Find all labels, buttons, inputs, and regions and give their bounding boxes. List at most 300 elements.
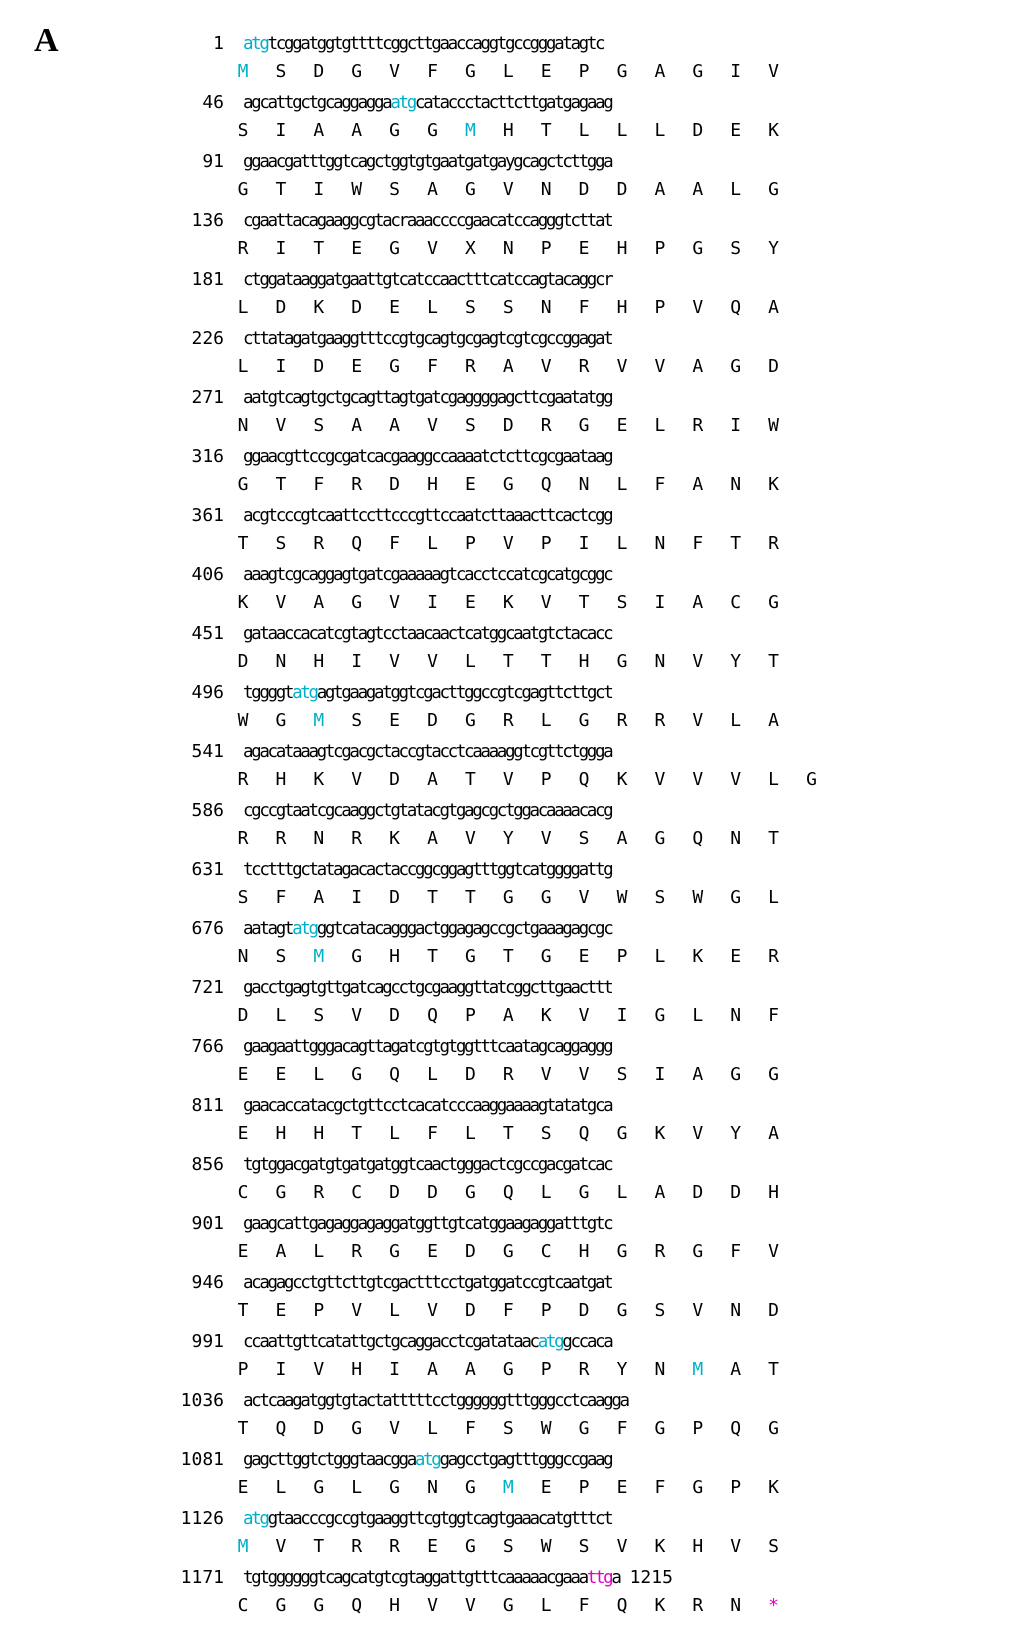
amino-acid: S	[313, 1005, 325, 1026]
amino-acid: P	[578, 1477, 590, 1498]
amino-acid: D	[502, 415, 514, 436]
amino-acid: G	[730, 887, 742, 908]
stop-codon: ttg	[586, 1568, 612, 1588]
amino-acid: E	[237, 1064, 249, 1085]
amino-acid: N	[730, 474, 742, 495]
amino-acid: D	[237, 1005, 249, 1026]
dna-sequence: actcaagatggtgtactatttttcctggggggtttgggcctcaagga	[243, 1391, 628, 1411]
sequence-row	[0, 1151, 1033, 1210]
position-number: 136	[191, 210, 224, 231]
amino-acid: E	[730, 946, 742, 967]
amino-acid: V	[502, 179, 514, 200]
position-number: 406	[191, 564, 224, 585]
amino-acid: F	[768, 1005, 780, 1026]
amino-acid: G	[313, 1477, 325, 1498]
amino-acid: N	[730, 828, 742, 849]
amino-acid: L	[768, 769, 780, 790]
amino-acid: P	[654, 238, 666, 259]
start-residue: M	[313, 710, 325, 731]
sequence-row	[0, 1092, 1033, 1151]
amino-acid: L	[616, 1182, 628, 1203]
amino-acid: L	[427, 297, 438, 318]
amino-acid: T	[730, 533, 742, 554]
amino-acid: V	[502, 769, 514, 790]
amino-acid: N	[237, 946, 249, 967]
start-residue: M	[237, 1536, 249, 1557]
amino-acid: E	[237, 1477, 249, 1498]
dna-sequence: gaagcattgagaggagaggatggttgtcatggaagaggatttgtc	[243, 1214, 612, 1234]
amino-acid: F	[502, 1300, 514, 1321]
end-position-number: 1215	[629, 1567, 673, 1588]
amino-acid: G	[275, 710, 287, 731]
amino-acid: A	[502, 1005, 514, 1026]
amino-acid: L	[464, 1123, 476, 1144]
amino-acid: D	[313, 61, 325, 82]
dna-sequence: cgccgtaatcgcaaggctgtatacgtgagcgctggacaaaacacg	[243, 801, 612, 821]
sequence-row	[0, 1210, 1033, 1269]
amino-acid: E	[616, 415, 628, 436]
amino-acid: L	[313, 1064, 325, 1085]
amino-acid: F	[427, 1123, 438, 1144]
amino-acid: F	[427, 356, 438, 377]
dna-sequence: tggggtatgagtgaagatggtcgacttggccgtcgagttcttgct	[243, 683, 612, 703]
amino-acid: H	[313, 1123, 325, 1144]
position-number: 271	[191, 387, 224, 408]
amino-acid: T	[768, 828, 780, 849]
amino-acid: L	[275, 1477, 287, 1498]
dna-sequence: gagcttggtctgggtaacggaatggagcctgagtttgggccgaag	[243, 1450, 612, 1470]
amino-acid: W	[616, 887, 628, 908]
amino-acid: V	[540, 828, 552, 849]
amino-acid: G	[730, 1064, 742, 1085]
amino-acid: G	[351, 946, 363, 967]
dna-sequence: tgtggggggtcagcatgtcgtaggattgtttcaaaaacgaaattga	[243, 1568, 620, 1588]
position-number: 1126	[180, 1508, 224, 1529]
amino-acid: G	[616, 651, 628, 672]
amino-acid: V	[616, 1536, 628, 1557]
amino-acid: G	[351, 1064, 363, 1085]
position-number: 991	[191, 1331, 224, 1352]
amino-acid: E	[237, 1123, 249, 1144]
amino-acid: A	[654, 61, 666, 82]
sequence-row	[0, 1446, 1033, 1505]
amino-acid: G	[237, 474, 249, 495]
amino-acid: T	[540, 120, 552, 141]
amino-acid: S	[351, 710, 363, 731]
amino-acid: V	[464, 1595, 476, 1616]
start-codon: atg	[292, 919, 317, 939]
amino-acid: P	[540, 1359, 552, 1380]
amino-acid: S	[768, 1536, 780, 1557]
amino-acid: E	[464, 474, 476, 495]
amino-acid: V	[389, 592, 401, 613]
amino-acid: V	[351, 1005, 363, 1026]
amino-acid: V	[692, 297, 704, 318]
dna-sequence: acgtcccgtcaattccttcccgttccaatcttaaacttcactcgg	[243, 506, 612, 526]
amino-acid: D	[389, 474, 401, 495]
amino-acid: V	[578, 887, 590, 908]
amino-acid: A	[654, 179, 666, 200]
amino-acid: G	[464, 179, 476, 200]
sequence-row	[0, 620, 1033, 679]
amino-acid: G	[389, 1241, 401, 1262]
amino-acid: R	[540, 415, 552, 436]
amino-acid: R	[502, 1064, 514, 1085]
amino-acid: A	[692, 592, 704, 613]
amino-acid: T	[464, 769, 476, 790]
amino-acid: A	[692, 356, 704, 377]
amino-acid: E	[730, 120, 742, 141]
amino-acid: Q	[692, 828, 704, 849]
amino-acid: V	[275, 415, 287, 436]
amino-acid: V	[578, 1005, 590, 1026]
amino-acid: A	[730, 1359, 742, 1380]
amino-acid: I	[730, 415, 742, 436]
dna-sequence: aatagtatgggtcatacagggactggagagccgctgaaagagcgc	[243, 919, 612, 939]
amino-acid: A	[389, 415, 401, 436]
position-number: 46	[202, 92, 224, 113]
amino-acid: V	[730, 769, 742, 790]
position-number: 856	[191, 1154, 224, 1175]
amino-acid: A	[351, 415, 363, 436]
dna-sequence: aatgtcagtgctgcagttagtgatcgaggggagcttcgaatatgg	[243, 388, 612, 408]
amino-acid: S	[578, 1536, 590, 1557]
position-number: 1081	[180, 1449, 224, 1470]
amino-acid: N	[502, 238, 514, 259]
amino-acid: R	[389, 1536, 401, 1557]
amino-acid: L	[654, 946, 666, 967]
amino-acid: N	[730, 1005, 742, 1026]
amino-acid: V	[351, 769, 363, 790]
amino-acid: R	[768, 946, 780, 967]
amino-acid: F	[654, 1477, 666, 1498]
amino-acid: V	[654, 356, 666, 377]
position-number: 361	[191, 505, 224, 526]
amino-acid: R	[351, 1536, 363, 1557]
amino-acid: Q	[427, 1005, 438, 1026]
position-number: 901	[191, 1213, 224, 1234]
amino-acid: L	[768, 887, 780, 908]
amino-acid: V	[768, 1241, 780, 1262]
amino-acid: C	[730, 592, 742, 613]
amino-acid: I	[275, 238, 287, 259]
dna-sequence: cgaattacagaaggcgtacraaaccccgaacatccagggtcttat	[243, 211, 612, 231]
amino-acid: D	[768, 1300, 780, 1321]
amino-acid: T	[427, 887, 438, 908]
amino-acid: T	[275, 179, 287, 200]
amino-acid: V	[502, 533, 514, 554]
amino-acid: G	[692, 1477, 704, 1498]
amino-acid: E	[351, 238, 363, 259]
sequence-row	[0, 89, 1033, 148]
amino-acid: V	[578, 1064, 590, 1085]
amino-acid: D	[389, 1182, 401, 1203]
amino-acid: E	[427, 1241, 438, 1262]
amino-acid: K	[768, 1477, 780, 1498]
start-residue: M	[237, 61, 249, 82]
amino-acid: R	[351, 828, 363, 849]
amino-acid: Y	[730, 651, 742, 672]
amino-acid: R	[237, 238, 249, 259]
amino-acid: G	[768, 592, 780, 613]
amino-acid: K	[313, 297, 325, 318]
amino-acid: W	[768, 415, 780, 436]
amino-acid: T	[578, 592, 590, 613]
amino-acid: Y	[502, 828, 514, 849]
position-number: 226	[191, 328, 224, 349]
amino-acid: N	[654, 533, 666, 554]
amino-acid: H	[768, 1182, 780, 1203]
amino-acid: R	[313, 1182, 325, 1203]
start-residue: M	[313, 946, 325, 967]
amino-acid: G	[692, 61, 704, 82]
amino-acid: A	[768, 710, 780, 731]
amino-acid: L	[540, 710, 552, 731]
start-codon: atg	[414, 1450, 440, 1470]
amino-acid: P	[313, 1300, 325, 1321]
sequence-alignment	[0, 30, 1033, 1623]
amino-acid: G	[351, 592, 363, 613]
amino-acid: H	[502, 120, 514, 141]
amino-acid: T	[237, 533, 249, 554]
amino-acid: G	[540, 887, 552, 908]
amino-acid: A	[351, 120, 363, 141]
amino-acid: L	[313, 1241, 325, 1262]
amino-acid: V	[692, 1300, 704, 1321]
amino-acid: G	[427, 120, 438, 141]
dna-sequence: aaagtcgcaggagtgatcgaaaaagtcacctccatcgcatgcggc	[243, 565, 612, 585]
amino-acid: I	[389, 1359, 401, 1380]
position-number: 1	[213, 33, 224, 54]
amino-acid: G	[654, 828, 666, 849]
amino-acid: Q	[730, 297, 742, 318]
amino-acid: F	[616, 1418, 628, 1439]
amino-acid: L	[237, 297, 249, 318]
amino-acid: G	[502, 887, 514, 908]
amino-acid: V	[275, 1536, 287, 1557]
start-residue: M	[464, 120, 476, 141]
amino-acid: R	[616, 710, 628, 731]
amino-acid: F	[578, 1595, 590, 1616]
amino-acid: G	[730, 356, 742, 377]
amino-acid: Q	[578, 769, 590, 790]
amino-acid: W	[351, 179, 363, 200]
amino-acid: P	[654, 297, 666, 318]
amino-acid: A	[313, 120, 325, 141]
amino-acid: S	[502, 1418, 514, 1439]
amino-acid: K	[654, 1595, 666, 1616]
amino-acid: P	[616, 946, 628, 967]
amino-acid: E	[389, 710, 401, 731]
amino-acid: E	[427, 1536, 438, 1557]
amino-acid: A	[313, 887, 325, 908]
dna-sequence: gaagaattgggacagttagatcgtgtggtttcaatagcaggaggg	[243, 1037, 612, 1057]
amino-acid: A	[654, 1182, 666, 1203]
amino-acid: W	[540, 1418, 552, 1439]
position-number: 811	[191, 1095, 224, 1116]
amino-acid: G	[502, 1241, 514, 1262]
amino-acid: K	[654, 1536, 666, 1557]
amino-acid: I	[275, 1359, 287, 1380]
amino-acid: G	[578, 415, 590, 436]
amino-acid: E	[351, 356, 363, 377]
amino-acid: R	[464, 356, 476, 377]
amino-acid: S	[540, 1123, 552, 1144]
amino-acid: N	[578, 474, 590, 495]
amino-acid: H	[275, 769, 287, 790]
amino-acid: E	[540, 61, 552, 82]
amino-acid: V	[616, 356, 628, 377]
amino-acid: R	[578, 356, 590, 377]
start-codon: atg	[390, 93, 415, 113]
amino-acid: D	[768, 356, 780, 377]
amino-acid: V	[692, 710, 704, 731]
sequence-row	[0, 266, 1033, 325]
amino-acid: Q	[540, 474, 552, 495]
dna-sequence: ggaacgttccgcgatcacgaaggccaaaatctcttcgcgaataag	[243, 447, 612, 467]
dna-sequence: cttatagatgaaggtttccgtgcagtgcgagtcgtcgccggagat	[243, 329, 612, 349]
amino-acid: T	[464, 887, 476, 908]
amino-acid: V	[692, 1123, 704, 1144]
amino-acid: R	[313, 533, 325, 554]
amino-acid: S	[578, 828, 590, 849]
amino-acid: A	[692, 1064, 704, 1085]
amino-acid: I	[654, 592, 666, 613]
amino-acid: H	[389, 946, 401, 967]
amino-acid: T	[502, 946, 514, 967]
amino-acid: S	[275, 946, 287, 967]
sequence-row	[0, 1328, 1033, 1387]
amino-acid: G	[237, 179, 249, 200]
amino-acid: T	[351, 1123, 363, 1144]
amino-acid: R	[237, 769, 249, 790]
amino-acid: L	[464, 651, 476, 672]
amino-acid: G	[389, 238, 401, 259]
amino-acid: L	[654, 120, 666, 141]
amino-acid: L	[730, 710, 742, 731]
amino-acid: G	[578, 1418, 590, 1439]
amino-acid: P	[464, 533, 476, 554]
sequence-row	[0, 856, 1033, 915]
amino-acid: A	[427, 179, 438, 200]
amino-acid: G	[351, 61, 363, 82]
amino-acid: T	[502, 651, 514, 672]
amino-acid: G	[578, 710, 590, 731]
amino-acid: R	[502, 710, 514, 731]
sequence-row	[0, 1269, 1033, 1328]
sequence-row	[0, 207, 1033, 266]
sequence-row	[0, 1387, 1033, 1446]
amino-acid: P	[730, 1477, 742, 1498]
amino-acid: H	[427, 474, 438, 495]
amino-acid: L	[237, 356, 249, 377]
amino-acid: L	[654, 415, 666, 436]
start-codon: atg	[243, 1509, 268, 1529]
amino-acid: I	[654, 1064, 666, 1085]
position-number: 181	[191, 269, 224, 290]
amino-acid: N	[275, 651, 287, 672]
position-number: 676	[191, 918, 224, 939]
amino-acid: V	[427, 1595, 438, 1616]
position-number: 631	[191, 859, 224, 880]
amino-acid: C	[237, 1595, 249, 1616]
amino-acid: R	[351, 1241, 363, 1262]
amino-acid: A	[692, 179, 704, 200]
sequence-row	[0, 797, 1033, 856]
position-number: 316	[191, 446, 224, 467]
amino-acid: D	[275, 297, 287, 318]
amino-acid: G	[540, 946, 552, 967]
amino-acid: A	[502, 356, 514, 377]
amino-acid: D	[427, 710, 438, 731]
start-codon: atg	[243, 34, 268, 54]
amino-acid: A	[768, 297, 780, 318]
amino-acid: P	[540, 1300, 552, 1321]
amino-acid: D	[692, 120, 704, 141]
amino-acid: A	[275, 1241, 287, 1262]
amino-acid: V	[427, 415, 438, 436]
amino-acid: I	[578, 533, 590, 554]
amino-acid: L	[427, 1418, 438, 1439]
amino-acid: V	[768, 61, 780, 82]
amino-acid: D	[351, 297, 363, 318]
amino-acid: R	[237, 828, 249, 849]
amino-acid: V	[540, 356, 552, 377]
amino-acid: L	[502, 61, 514, 82]
amino-acid: H	[313, 651, 325, 672]
amino-acid: A	[427, 1359, 438, 1380]
amino-acid: T	[313, 238, 325, 259]
amino-acid: P	[540, 533, 552, 554]
amino-acid: F	[654, 474, 666, 495]
amino-acid: W	[540, 1536, 552, 1557]
amino-acid: I	[427, 592, 438, 613]
amino-acid: R	[275, 828, 287, 849]
amino-acid: G	[768, 179, 780, 200]
amino-acid: V	[654, 769, 666, 790]
amino-acid: V	[540, 1064, 552, 1085]
amino-acid: I	[313, 179, 325, 200]
amino-acid: T	[768, 1359, 780, 1380]
amino-acid: E	[540, 1477, 552, 1498]
amino-acid: A	[427, 828, 438, 849]
amino-acid: V	[730, 1536, 742, 1557]
amino-acid: E	[464, 592, 476, 613]
amino-acid: A	[692, 474, 704, 495]
dna-sequence: agacataaagtcgacgctaccgtacctcaaaaggtcgttctggga	[243, 742, 612, 762]
amino-acid: G	[654, 1418, 666, 1439]
amino-acid: K	[654, 1123, 666, 1144]
amino-acid: L	[540, 1182, 552, 1203]
amino-acid: L	[389, 1123, 401, 1144]
sequence-row	[0, 679, 1033, 738]
amino-acid: S	[616, 1064, 628, 1085]
amino-acid: G	[692, 1241, 704, 1262]
amino-acid: Q	[389, 1064, 401, 1085]
amino-acid: G	[768, 1418, 780, 1439]
amino-acid: G	[654, 1005, 666, 1026]
amino-acid: V	[692, 769, 704, 790]
amino-acid: W	[692, 887, 704, 908]
amino-acid: E	[389, 297, 401, 318]
amino-acid: G	[806, 769, 817, 790]
amino-acid: K	[237, 592, 249, 613]
amino-acid: R	[692, 1595, 704, 1616]
amino-acid: H	[275, 1123, 287, 1144]
amino-acid: L	[540, 1595, 552, 1616]
amino-acid: R	[768, 533, 780, 554]
dna-sequence: tcctttgctatagacactaccggcggagtttggtcatggggattg	[243, 860, 612, 880]
